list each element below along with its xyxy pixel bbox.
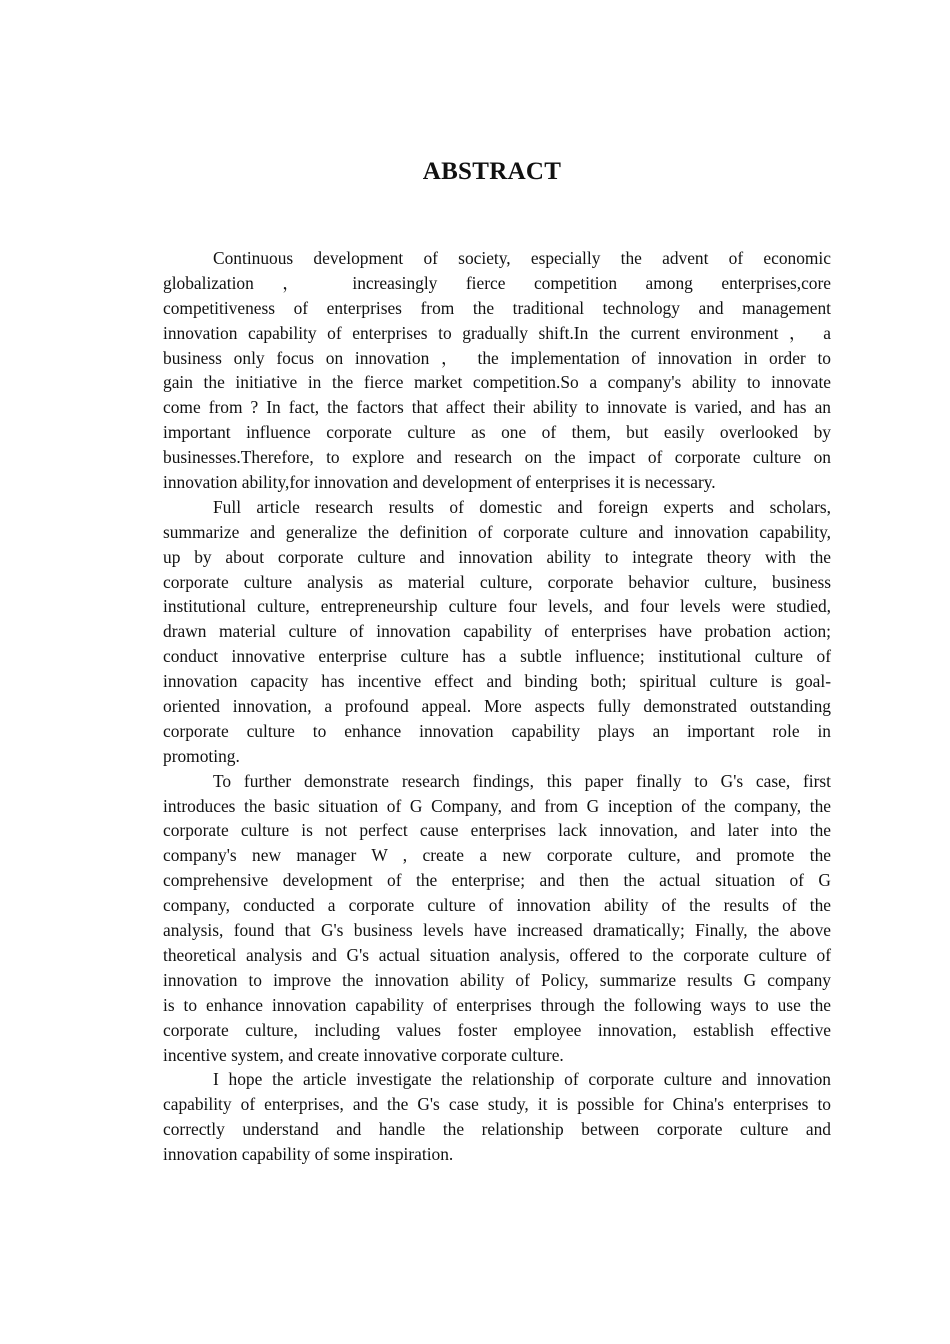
abstract-paragraph <box>163 769 831 1068</box>
text-line: comprehensive development of the enterprise; and then the actual situation of G <box>163 870 831 891</box>
text-line: promoting. <box>163 745 240 766</box>
text-line: businesses.Therefore, to explore and research on the impact of corporate culture on <box>163 447 831 468</box>
text-line: up by about corporate culture and innovation ability to integrate theory with the <box>163 546 831 567</box>
text-line: innovation capability of enterprises to gradually shift.In the current environment ， a <box>163 322 831 343</box>
abstract-paragraph <box>163 246 831 495</box>
text-line: incentive system, and create innovative corporate culture. <box>163 1044 564 1065</box>
text-line: corporate culture is not perfect cause enterprises lack innovation, and later into the <box>163 820 831 841</box>
text-line: innovation to improve the innovation ability of Policy, summarize results G company <box>163 969 831 990</box>
text-line: company, conducted a corporate culture of innovation ability of the results of the <box>163 895 831 916</box>
text-line: oriented innovation, a profound appeal. More aspects fully demonstrated outstanding <box>163 696 831 717</box>
abstract-paragraph <box>163 495 831 769</box>
text-line: competitiveness of enterprises from the traditional technology and management <box>163 297 831 318</box>
text-line: innovation capability of some inspiration. <box>163 1144 454 1165</box>
text-line: corporate culture to enhance innovation capability plays an important role in <box>163 720 831 741</box>
text-line: Full article research results of domestic and foreign experts and scholars, <box>213 496 831 517</box>
text-line: summarize and generalize the definition of corporate culture and innovation capability, <box>163 521 831 542</box>
text-line: capability of enterprises, and the G's case study, it is possible for China's enterprises to <box>163 1094 831 1115</box>
text-line: introduces the basic situation of G Company, and from G inception of the company, the <box>163 795 831 816</box>
text-line: Continuous development of society, especially the advent of economic <box>213 248 831 268</box>
text-line: come from ? In fact, the factors that affect their ability to innovate is varied, and has an <box>163 397 831 418</box>
text-line: innovation ability,for innovation and development of enterprises it is necessary. <box>163 472 716 493</box>
abstract-paragraph <box>163 1067 831 1167</box>
text-line: analysis, found that G's business levels have increased dramatically; Finally, the above <box>163 920 831 941</box>
text-line: To further demonstrate research findings, this paper finally to G's case, first <box>213 770 831 791</box>
text-line: gain the initiative in the fierce market competition.So a company's ability to innovate <box>163 372 831 393</box>
text-line: I hope the article investigate the relationship of corporate culture and innovation <box>213 1069 831 1090</box>
text-line: correctly understand and handle the relationship between corporate culture and <box>163 1119 831 1140</box>
text-line: corporate culture analysis as material culture, corporate behavior culture, business <box>163 571 831 592</box>
text-line: important influence corporate culture as one of them, but easily overlooked by <box>163 422 831 443</box>
text-line: globalization ， increasingly fierce competition among enterprises,core <box>163 272 831 293</box>
text-line: drawn material culture of innovation capability of enterprises have probation action; <box>163 621 831 642</box>
text-line: is to enhance innovation capability of enterprises through the following ways to use the <box>163 994 831 1015</box>
page-title: ABSTRACT <box>422 158 562 185</box>
text-line: theoretical analysis and G's actual situation analysis, offered to the corporate culture of <box>163 944 831 965</box>
text-line: innovation capacity has incentive effect and binding both; spiritual culture is goal- <box>163 671 831 692</box>
text-line: institutional culture, entrepreneurship culture four levels, and four levels were studied, <box>163 596 831 617</box>
abstract-body <box>163 246 831 1167</box>
text-line: business only focus on innovation ， the implementation of innovation in order to <box>163 347 831 368</box>
text-line: company's new manager W , create a new corporate culture, and promote the <box>163 845 831 866</box>
text-line: corporate culture, including values foster employee innovation, establish effective <box>163 1019 831 1040</box>
text-line: conduct innovative enterprise culture has a subtle influence; institutional culture of <box>163 646 831 667</box>
